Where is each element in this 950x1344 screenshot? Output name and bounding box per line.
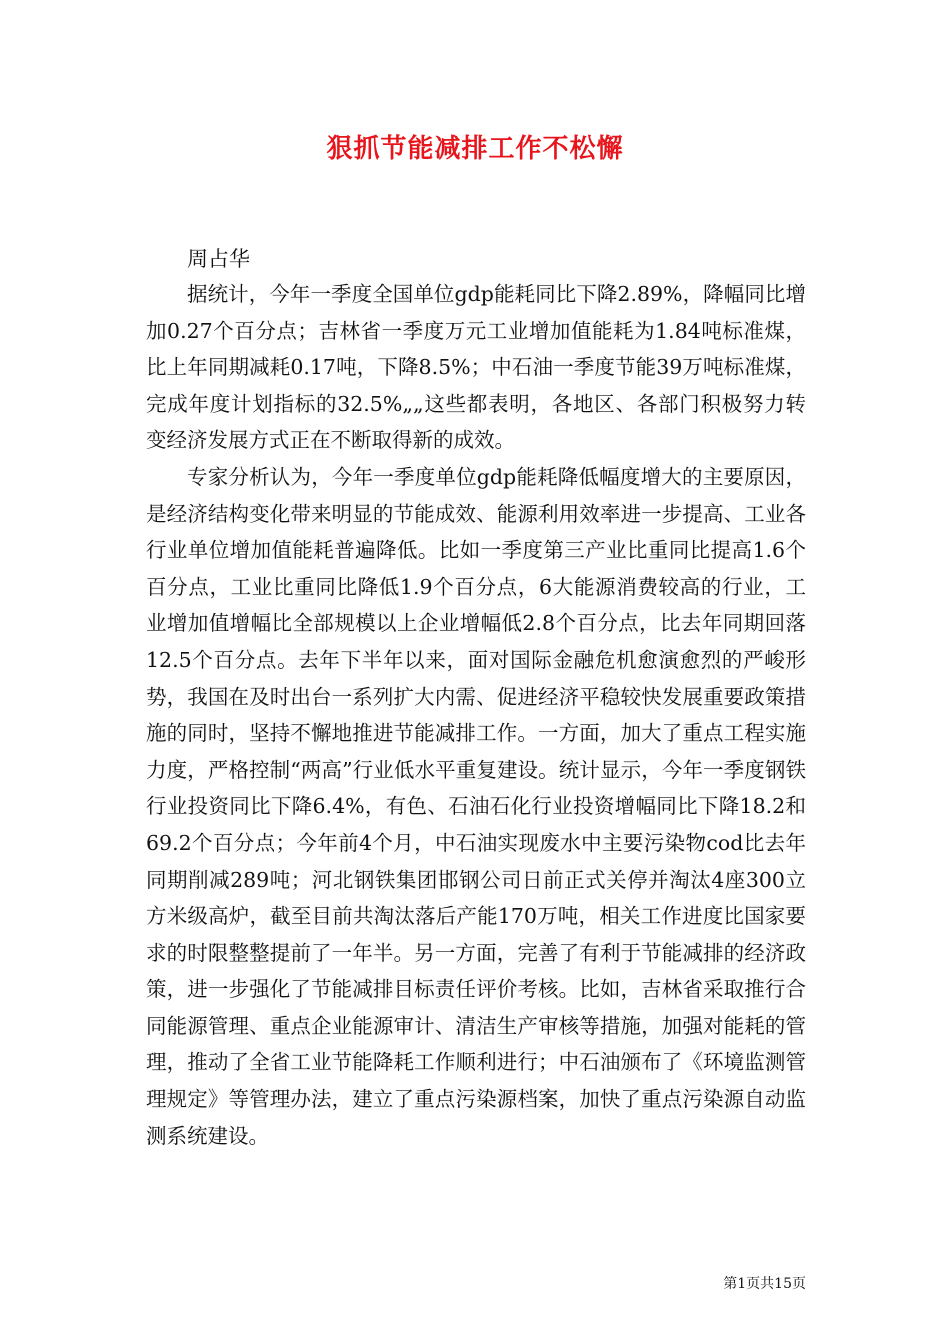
author-name: 周占华 bbox=[187, 247, 250, 271]
page-number: 第1页共15页 bbox=[723, 1276, 806, 1292]
paragraph-statistics: 据统计，今年一季度全国单位gdp能耗同比下降2.89%，降幅同比增加0.27个百分点；吉林省一季度万元工业增加值能耗为1.84吨标准煤，比上年同期减耗0.17吨，下降8.5%；中石油一季度节能39万吨标准煤，完成年度计划指标的32.5%„„这些都表明，各地区、各部门积极努力转变经济发展方式正在不断取得新的成效。 bbox=[146, 282, 806, 453]
document-title: 狠抓节能减排工作不松懈 bbox=[326, 134, 624, 164]
document-body bbox=[146, 276, 806, 1154]
paragraph-expert-analysis: 专家分析认为，今年一季度单位gdp能耗降低幅度增大的主要原因，是经济结构变化带来明显的节能成效、能源利用效率进一步提高、工业各行业单位增加值能耗普遍降低。比如一季度第三产业比重同比提高1.6个百分点，工业比重同比降低1.9个百分点，6大能源消费较高的行业，工业增加值增幅比全部规模以上企业增幅低2.8个百分点，比去年同期回落12.5个百分点。去年下半年以来，面对国际金融危机愈演愈烈的严峻形势，我国在及时出台一系列扩大内需、促进经济平稳较快发展重要政策措施的同时，坚持不懈地推进节能减排工作。一方面，加大了重点工程实施力度，严格控制“两高”行业低水平重复建设。统计显示，今年一季度钢铁行业投资同比下降6.4%，有色、石油石化行业投资增幅同比下降18.2和69.2个百分点；今年前4个月，中石油实现废水中主要污染物cod比去年同期削减289吨；河北钢铁集团邯钢公司日前正式关停并淘汰4座300立方米级高炉，截至目前共淘汰落后产能170万吨，相关工作进度比国家要求的时限整整提前了一年半。另一方面，完善了有利于节能减排的经济政策，进一步强化了节能减排目标责任评价考核。比如，吉林省采取推行合同能源管理、重点企业能源审计、清洁生产审核等措施，加强对能耗的管理，推动了全省工业节能降耗工作顺利进行；中石油颁布了《环境监测管理规定》等管理办法，建立了重点污染源档案，加快了重点污染源自动监测系统建设。 bbox=[146, 464, 806, 1148]
